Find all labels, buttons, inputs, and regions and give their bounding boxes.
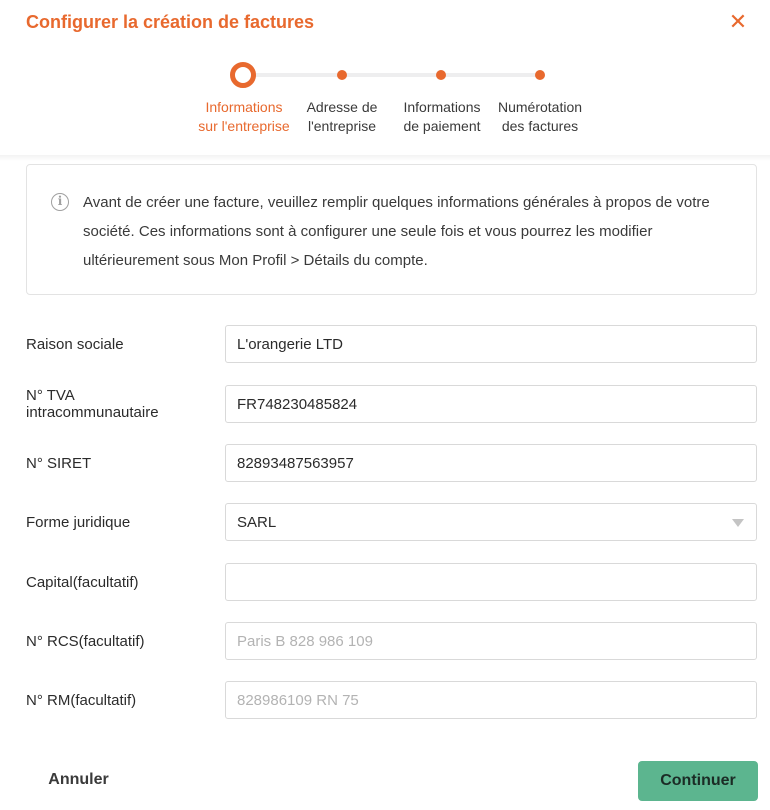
- raison-sociale-input[interactable]: [225, 325, 757, 363]
- rm-input[interactable]: [225, 681, 757, 719]
- capital-input[interactable]: [225, 563, 757, 601]
- continue-button[interactable]: Continuer: [638, 761, 758, 801]
- rcs-input[interactable]: [225, 622, 757, 660]
- form-row-forme-juridique: [0, 503, 770, 543]
- siret-input[interactable]: [225, 444, 757, 482]
- step-label-payment-info[interactable]: Informations de paiement: [403, 99, 481, 134]
- form-row-rcs: [0, 622, 770, 662]
- form-row-tva: [0, 385, 770, 425]
- form-row-siret: [0, 444, 770, 484]
- raison-sociale-label: Raison sociale: [26, 336, 124, 353]
- info-notice: [26, 164, 757, 295]
- info-icon: i: [51, 193, 69, 211]
- tva-label: N° TVA intracommunautaire: [26, 387, 159, 421]
- forme-juridique-value: SARL: [237, 514, 277, 531]
- step-indicator-1: [230, 62, 256, 88]
- cancel-button[interactable]: Annuler: [26, 763, 131, 797]
- step-label-company-address[interactable]: Adresse de l'entreprise: [306, 99, 378, 134]
- form-row-capital: [0, 563, 770, 603]
- dialog-footer: [0, 730, 770, 810]
- info-notice-text: Avant de créer une facture, veuillez remplir quelques informations générales à propos de votre société. Ces informations sont à configurer une seule fois et vous pourrez les modifier ultérieurement sous Mon Profil > Détails du compte.: [83, 194, 710, 269]
- stepper-track: [243, 73, 540, 77]
- step-label-company-info[interactable]: Informations sur l'entreprise: [198, 99, 290, 134]
- siret-label: N° SIRET: [26, 455, 92, 472]
- chevron-down-icon: [732, 519, 744, 527]
- step-indicator-3: [436, 70, 446, 80]
- rcs-label: N° RCS(facultatif): [26, 633, 145, 650]
- header-divider: [0, 155, 770, 161]
- stepper: [0, 62, 770, 142]
- step-indicator-4: [535, 70, 545, 80]
- step-indicator-2: [337, 70, 347, 80]
- forme-juridique-label: Forme juridique: [26, 514, 131, 531]
- forme-juridique-select[interactable]: [225, 503, 757, 541]
- capital-label: Capital(facultatif): [26, 574, 139, 591]
- dialog-title: Configurer la création de factures: [26, 12, 315, 32]
- tva-input[interactable]: [225, 385, 757, 423]
- step-label-invoice-numbering[interactable]: Numérotation des factures: [497, 99, 583, 134]
- dialog-header: [0, 0, 770, 155]
- form-row-rm: [0, 681, 770, 721]
- close-icon[interactable]: ✕: [728, 9, 748, 34]
- form-row-raison-sociale: [0, 325, 770, 365]
- rm-label: N° RM(facultatif): [26, 692, 137, 709]
